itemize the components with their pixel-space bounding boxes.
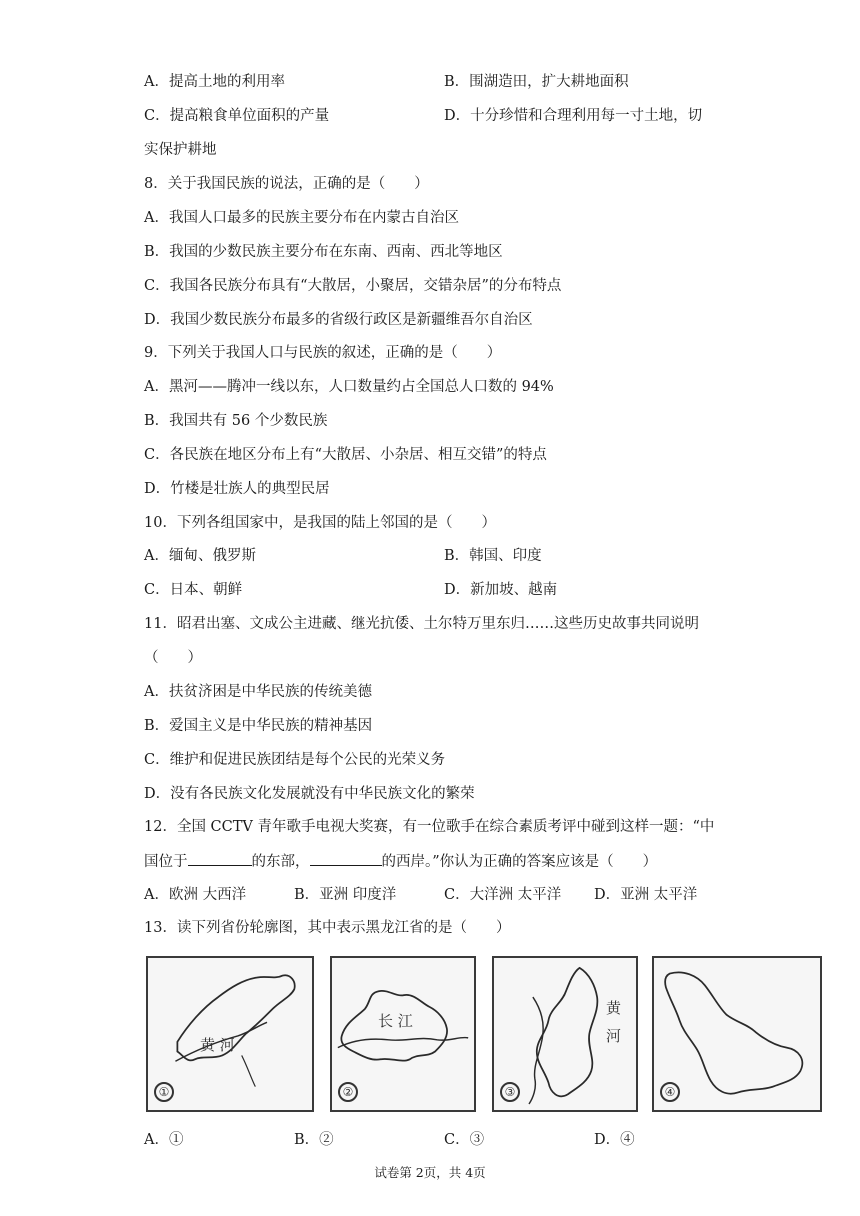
map-3-number: ③ [500, 1082, 520, 1102]
q11-option-d: D．没有各民族文化发展就没有中华民族文化的繁荣 [144, 786, 475, 802]
q12-stem-cont [144, 851, 657, 872]
map-4-number: ④ [660, 1082, 680, 1102]
q12-blank-2 [310, 851, 382, 866]
q12-stem-part-c: 的西岸。”你认为正确的答案应该是（ ） [381, 854, 658, 870]
map-2-river-label: 长 江 [378, 1012, 413, 1030]
province-map-2 [330, 956, 476, 1112]
q10-option-a: A．缅甸、俄罗斯 [144, 548, 256, 564]
province-map-4 [652, 956, 822, 1112]
province-map-3 [492, 956, 638, 1112]
q10-stem: 10．下列各组国家中，是我国的陆上邻国的是（ ） [144, 515, 496, 531]
q12-stem-part-a: 国位于 [144, 854, 188, 870]
q10-option-b: B．韩国、印度 [444, 548, 542, 564]
q11-stem: 11．昭君出塞、文成公主进藏、继光抗倭、土尔特万里东归……这些历史故事共同说明 [144, 616, 699, 632]
q10-option-c: C．日本、朝鲜 [144, 582, 243, 598]
q12-option-c: C．大洋洲 太平洋 [444, 887, 562, 903]
map-3-river-label: 黄河 [606, 999, 622, 1045]
q12-blank-1 [188, 851, 252, 866]
q11-option-a: A．扶贫济困是中华民族的传统美德 [144, 684, 372, 700]
q11-stem-cont: （ ） [144, 650, 202, 666]
q7-option-d: D．十分珍惜和合理利用每一寸土地，切 [444, 108, 703, 124]
q8-option-a: A．我国人口最多的民族主要分布在内蒙古自治区 [144, 210, 459, 226]
q9-option-d: D．竹楼是壮族人的典型民居 [144, 481, 330, 497]
q7-option-a: A．提高土地的利用率 [144, 74, 285, 90]
q7-option-d-cont: 实保护耕地 [144, 142, 217, 158]
q13-option-d: D．④ [594, 1132, 635, 1148]
q8-option-c: C．我国各民族分布具有“大散居，小聚居，交错杂居”的分布特点 [144, 278, 562, 294]
q8-stem: 8．关于我国民族的说法，正确的是（ ） [144, 176, 429, 192]
q8-option-d: D．我国少数民族分布最多的省级行政区是新疆维吾尔自治区 [144, 312, 533, 328]
map-1-number: ① [154, 1082, 174, 1102]
province-outline-maps [144, 948, 824, 1120]
q9-option-a: A．黑河——腾冲一线以东，人口数量约占全国总人口数的 94% [144, 379, 554, 395]
q7-option-c: C．提高粮食单位面积的产量 [144, 108, 330, 124]
page-footer: 试卷第 2页，共 4页 [374, 1165, 486, 1180]
q12-option-a: A．欧洲 大西洋 [144, 887, 247, 903]
q9-option-c: C．各民族在地区分布上有“大散居、小杂居、相互交错”的特点 [144, 447, 547, 463]
q13-stem: 13．读下列省份轮廓图，其中表示黑龙江省的是（ ） [144, 920, 511, 936]
q12-option-d: D．亚洲 太平洋 [594, 887, 698, 903]
map-2-number: ② [338, 1082, 358, 1102]
q9-option-b: B．我国共有 56 个少数民族 [144, 413, 328, 429]
q12-stem: 12．全国 CCTV 青年歌手电视大奖赛，有一位歌手在综合素质考评中碰到这样一题：“中 [144, 819, 715, 835]
map-1-river-label: 黄 河 [200, 1036, 235, 1054]
q13-option-c: C．③ [444, 1132, 485, 1148]
q13-option-a: A．① [144, 1132, 184, 1148]
q12-stem-part-b: 的东部， [251, 854, 310, 870]
province-map-1 [146, 956, 314, 1112]
q12-option-b: B．亚洲 印度洋 [294, 887, 397, 903]
q11-option-c: C．维护和促进民族团结是每个公民的光荣义务 [144, 752, 446, 768]
q11-option-b: B．爱国主义是中华民族的精神基因 [144, 718, 373, 734]
q10-option-d: D．新加坡、越南 [444, 582, 558, 598]
q13-option-b: B．② [294, 1132, 334, 1148]
q8-option-b: B．我国的少数民族主要分布在东南、西南、西北等地区 [144, 244, 503, 260]
q7-option-b: B．围湖造田，扩大耕地面积 [444, 74, 629, 90]
q9-stem: 9．下列关于我国人口与民族的叙述，正确的是（ ） [144, 345, 502, 361]
